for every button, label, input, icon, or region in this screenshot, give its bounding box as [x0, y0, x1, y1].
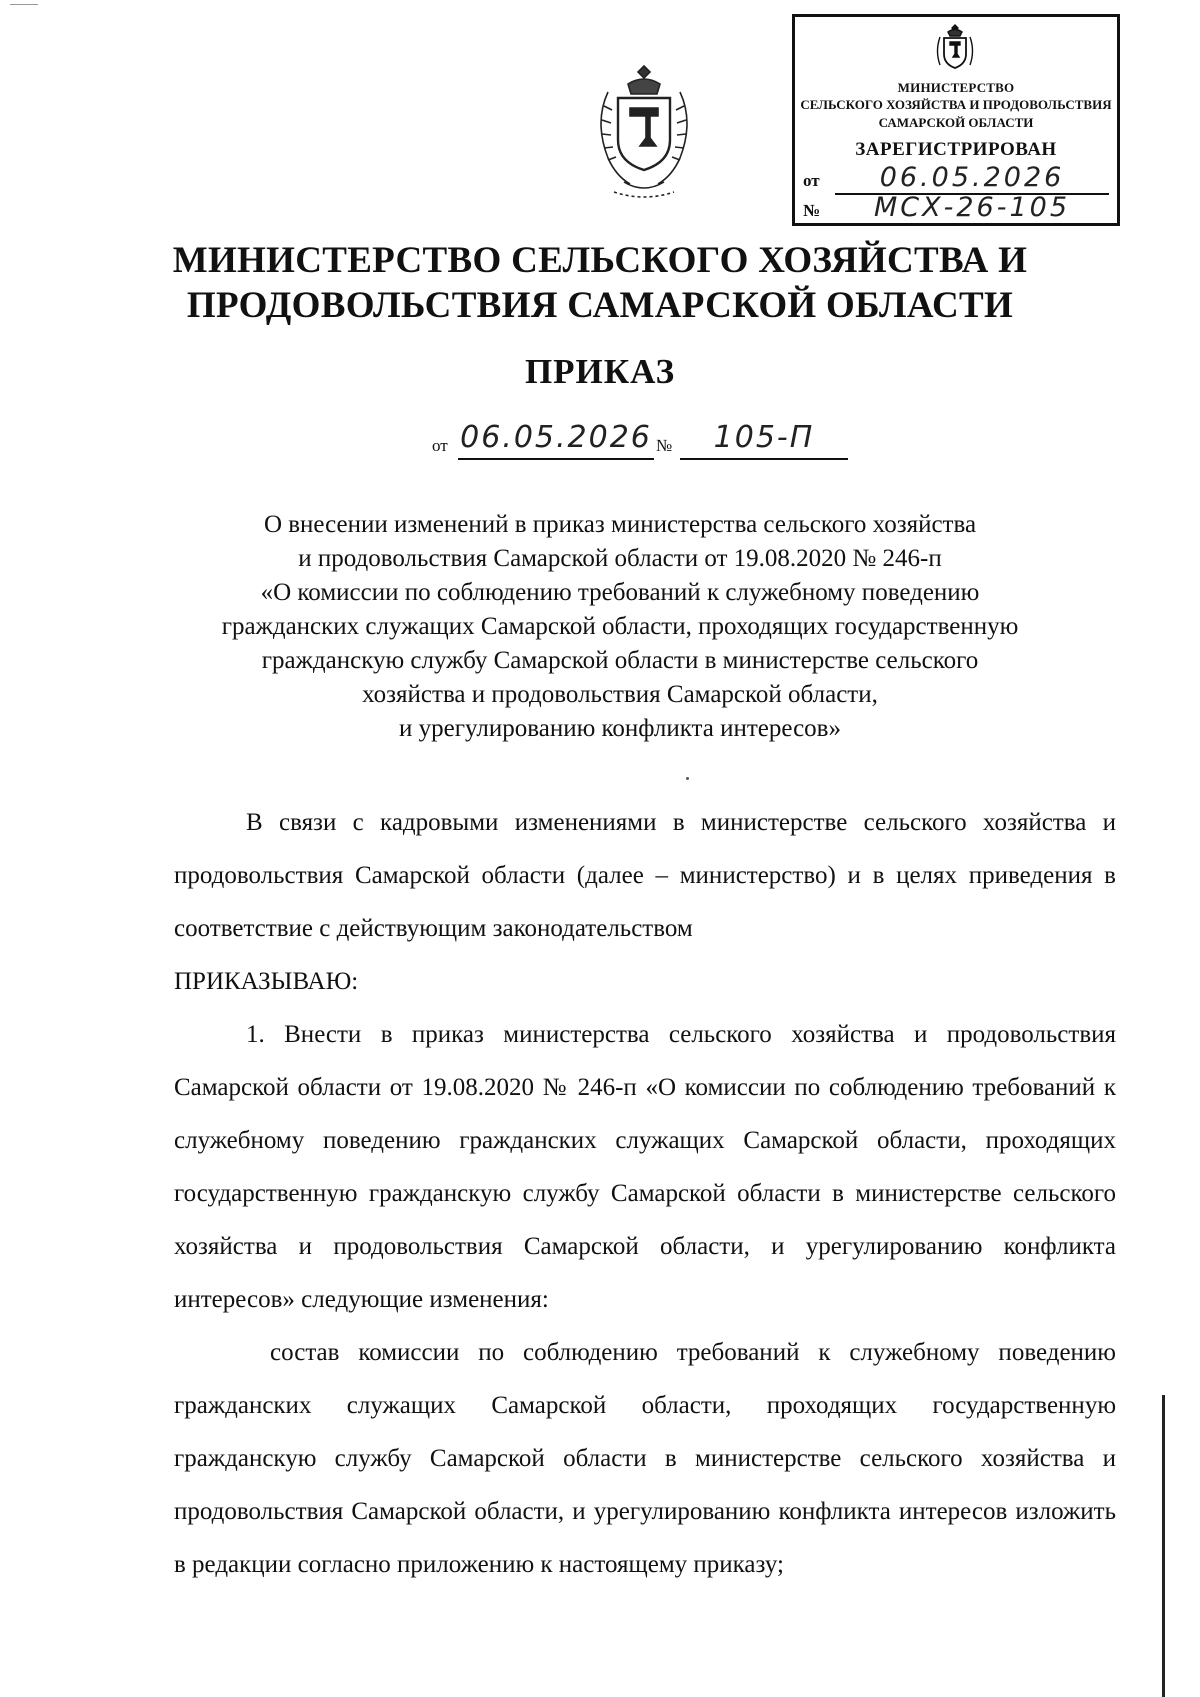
stamp-number-handwritten: МСХ-26-105: [835, 193, 1109, 225]
order-date-handwritten: 06.05.2026: [458, 418, 654, 460]
subject-line: и продовольствия Самарской области от 19.08.2020 № 246-п: [298, 545, 942, 572]
scan-edge-line: [1162, 1395, 1165, 1697]
subject-line: хозяйства и продовольствия Самарской области,: [362, 681, 878, 708]
body-paragraph-preamble: В связи с кадровыми изменениями в министерстве сельского хозяйства и продовольствия Самарской области (далее – министерство) и в целях приведения в соответствие с действующим законодательством: [174, 809, 1116, 942]
order-date-number: [432, 418, 852, 460]
subject-line: гражданских служащих Самарской области, проходящих государственную: [221, 613, 1019, 640]
ministry-title-line-1: МИНИСТЕРСТВО СЕЛЬСКОГО ХОЗЯЙСТВА И: [172, 240, 1028, 281]
subject-line: гражданскую службу Самарской области в министерстве сельского: [261, 647, 979, 674]
document-body: [174, 796, 1116, 1591]
document-type: ПРИКАЗ: [524, 352, 676, 391]
stamp-number-label: №: [803, 201, 821, 220]
ministry-title: [120, 238, 1080, 328]
scan-speck: [686, 777, 689, 780]
document-subject: [170, 508, 1070, 746]
stamp-line-2: СЕЛЬСКОГО ХОЗЯЙСТВА И ПРОДОВОЛЬСТВИЯ: [800, 97, 1112, 112]
stamp-line-1: МИНИСТЕРСТВО: [897, 80, 1015, 95]
order-number-label: №: [656, 436, 673, 455]
samara-coat-of-arms-small-icon: [935, 23, 975, 73]
subject-line: «О комиссии по соблюдению требований к служебному поведению: [260, 579, 980, 606]
stamp-date-row: [803, 162, 1109, 195]
order-word: ПРИКАЗЫВАЮ:: [174, 968, 359, 995]
body-paragraph-composition: состав комиссии по соблюдению требований к служебному поведению гражданских служащих Самарской области, проходящих государственную гражданскую службу Самарской области в министерстве сельского хозяйства и продовольствия Самарской области, и урегулированию конфликта интересов изложить в редакции согласно приложению к настоящему приказу;: [174, 1339, 1116, 1578]
subject-line: и урегулированию конфликта интересов»: [399, 715, 841, 742]
samara-coat-of-arms-icon: [590, 62, 698, 202]
order-date-label: от: [432, 436, 448, 455]
scan-corner-mark: [10, 4, 38, 19]
body-paragraph-item-1: 1. Внести в приказ министерства сельского хозяйства и продовольствия Самарской области от 19.08.2020 № 246-п «О комиссии по соблюдению требований к служебному поведению гражданских служащих Самарской области, проходящих государственную гражданскую службу Самарской области в министерстве сельского хозяйства и продовольствия Самарской области, и урегулированию конфликта интересов» следующие изменения:: [174, 1021, 1116, 1313]
stamp-number-row: [803, 192, 1109, 225]
ministry-title-line-2: ПРОДОВОЛЬСТВИЯ САМАРСКОЙ ОБЛАСТИ: [186, 285, 1014, 326]
stamp-line-3: САМАРСКОЙ ОБЛАСТИ: [878, 115, 1034, 130]
stamp-status: ЗАРЕГИСТРИРОВАН: [855, 139, 1057, 160]
subject-line: О внесении изменений в приказ министерства сельского хозяйства: [263, 511, 977, 538]
stamp-date-label: от: [803, 171, 820, 190]
order-number-handwritten: 105-П: [680, 418, 848, 460]
stamp-date-handwritten: 06.05.2026: [835, 163, 1109, 195]
registration-stamp: [792, 14, 1120, 226]
